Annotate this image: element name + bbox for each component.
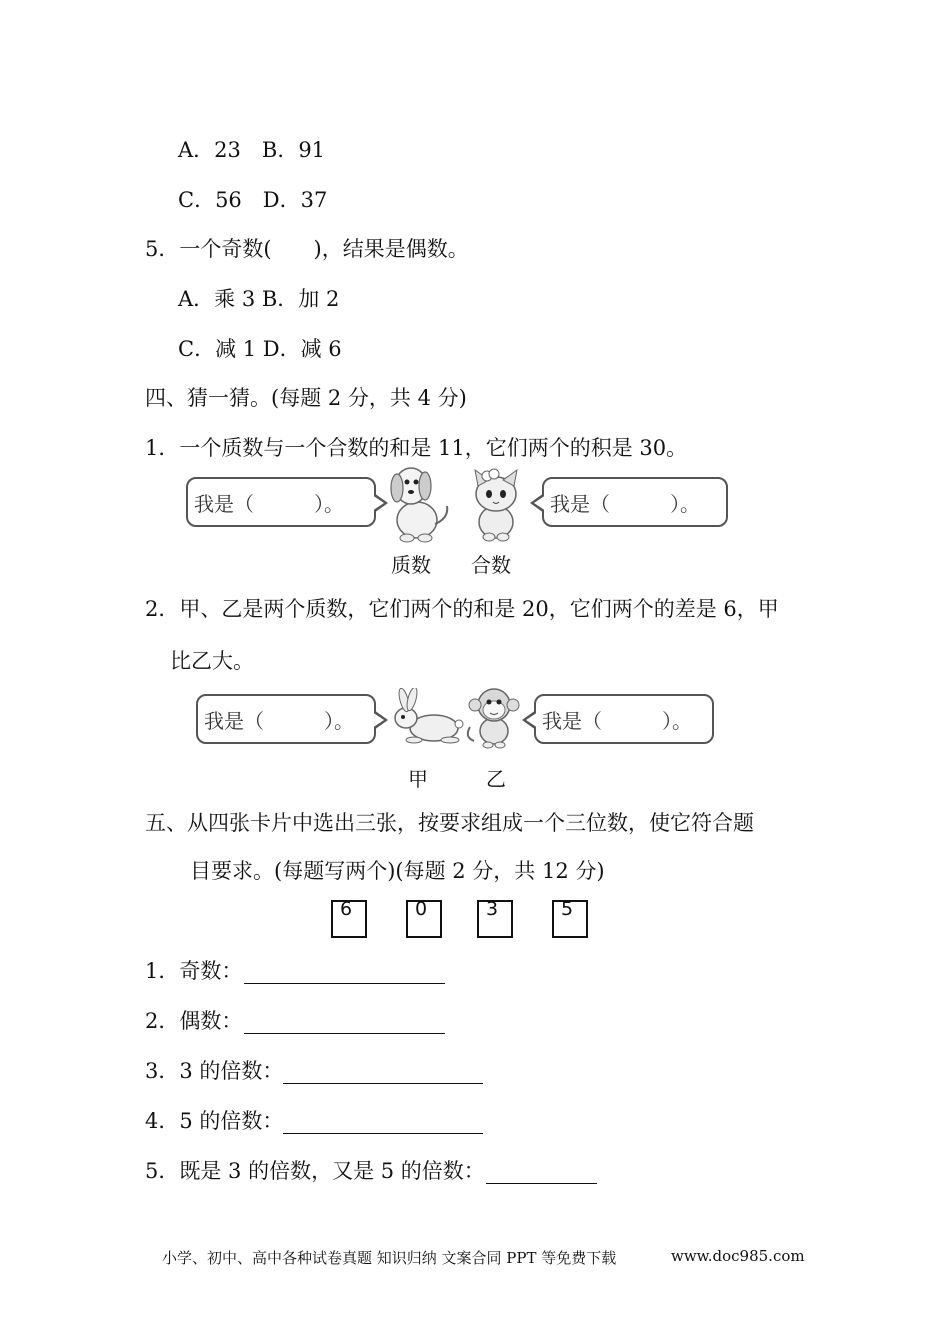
section5-title-line1: 五、从四张卡片中选出三张，按要求组成一个三位数，使它符合题	[145, 811, 754, 835]
q5-stem: 5．一个奇数( )，结果是偶数。	[145, 237, 469, 261]
s5-item-even: 2．偶数：	[145, 1009, 243, 1033]
answer-blank-multiple-3-and-5[interactable]	[486, 1182, 597, 1184]
p2-bubble-right	[534, 694, 714, 744]
q5-options-ab: A．乘 3 B．加 2	[178, 287, 340, 311]
q4-options-ab: A．23 B．91	[178, 138, 326, 162]
p2-label-jia: 甲	[408, 767, 428, 791]
p1-bubble-left	[186, 477, 376, 527]
p1-label-prime: 质数	[391, 553, 431, 577]
p2-bubble-left	[196, 694, 376, 744]
answer-blank-even[interactable]	[244, 1032, 445, 1034]
number-card	[552, 900, 588, 938]
number-card	[406, 900, 442, 938]
s5-item-multiple-5: 4．5 的倍数：	[145, 1109, 284, 1133]
section4-p1-stem: 1．一个质数与一个合数的和是 11，它们两个的积是 30。	[145, 436, 688, 460]
answer-blank-multiple-5[interactable]	[283, 1132, 483, 1134]
q5-options-cd: C．减 1 D．减 6	[178, 337, 342, 361]
number-card-value: 5	[561, 898, 574, 920]
monkey-icon	[462, 683, 524, 749]
section4-title: 四、猜一猜。(每题 2 分，共 4 分)	[145, 386, 467, 410]
number-card	[331, 900, 367, 938]
cat-icon	[463, 466, 529, 542]
number-card-value: 0	[415, 898, 428, 920]
p1-bubble-right-tail	[530, 493, 544, 513]
answer-blank-multiple-3[interactable]	[283, 1082, 483, 1084]
p1-label-composite: 合数	[471, 553, 511, 577]
number-card-value: 3	[486, 898, 499, 920]
p1-bubble-left-text: 我是（ ）。	[194, 492, 344, 516]
section5-title-line2: 目要求。(每题写两个)(每题 2 分，共 12 分)	[190, 859, 605, 883]
p2-label-yi: 乙	[486, 767, 506, 791]
p1-bubble-right-text: 我是（ ）。	[550, 492, 700, 516]
answer-blank-odd[interactable]	[244, 982, 445, 984]
number-card	[477, 900, 513, 938]
rabbit-icon	[388, 688, 464, 746]
q4-options-cd: C．56 D．37	[178, 188, 328, 212]
s5-item-multiple-3: 3．3 的倍数：	[145, 1059, 284, 1083]
s5-item-multiple-3-and-5: 5．既是 3 的倍数，又是 5 的倍数：	[145, 1159, 485, 1183]
number-card-value: 6	[340, 898, 353, 920]
p2-bubble-left-text: 我是（ ）。	[204, 709, 354, 733]
dog-icon	[383, 462, 455, 544]
footer-link[interactable]: www.doc985.com	[671, 1247, 805, 1265]
s5-item-odd: 1．奇数：	[145, 959, 243, 983]
section4-p2-stem-line2: 比乙大。	[170, 649, 254, 673]
p1-bubble-right	[542, 477, 728, 527]
p2-bubble-right-text: 我是（ ）。	[542, 709, 692, 733]
footer-text: 小学、初中、高中各种试卷真题 知识归纳 文案合同 PPT 等免费下载	[162, 1249, 617, 1267]
section4-p2-stem-line1: 2．甲、乙是两个质数，它们两个的和是 20，它们两个的差是 6，甲	[145, 597, 779, 621]
p2-bubble-right-tail	[522, 710, 536, 730]
p2-bubble-left-tail	[374, 710, 388, 730]
